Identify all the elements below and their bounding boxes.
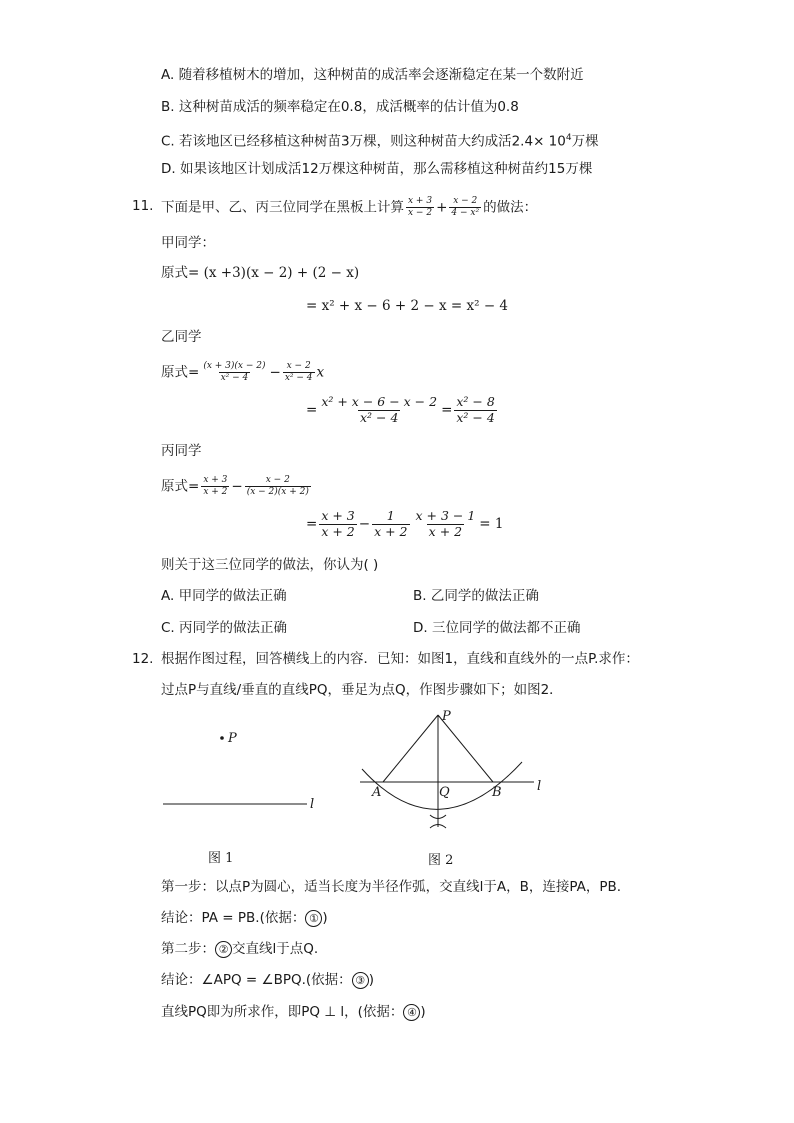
q12-number: 12. (132, 651, 154, 667)
q11-stem-text: 下面是甲、乙、丙三位同学在黑板上计算 (161, 199, 404, 216)
denominator: x² − 4 (359, 409, 399, 425)
q11-stem-frac1 (406, 197, 434, 218)
plus-sign: + (436, 199, 448, 216)
numerator: x − 2 (286, 361, 311, 371)
q11-stem-tail: 的做法： (483, 199, 538, 216)
jia-line-1 (161, 264, 359, 282)
fig2-label-p: P (442, 709, 451, 724)
numerator: x² + x − 6 − x − 2 (321, 394, 438, 409)
step-2-label: 第二步： (161, 941, 215, 957)
minus-sign: − (358, 516, 371, 532)
yuanshi-label: 原式 (161, 364, 188, 381)
jia-line-2: = x² + x − 6 + 2 − x = x² − 4 (306, 298, 509, 314)
denominator: x² − 4 (456, 409, 495, 425)
point-p-dot (220, 736, 224, 740)
fig2-label-a: A (372, 785, 382, 800)
figure-1 (150, 720, 340, 870)
conclusion-2-text: 结论：∠APQ = ∠BPQ.(依据： (161, 972, 352, 988)
equals-sign: = (441, 402, 453, 418)
numerator: x + 3 (321, 508, 355, 523)
numerator: x − 2 (453, 196, 478, 206)
denominator: x² − 4 (284, 373, 313, 383)
bing-frac-3 (319, 510, 356, 538)
q10-option-c-text: C. 若该地区已经移植这种树苗3万棵，则这种树苗大约成活2.4× 10 (161, 133, 566, 150)
equals-sign: = (188, 364, 200, 381)
q11-option-d: D. 三位同学的做法都不正确 (413, 620, 581, 636)
q10-option-a: A. 随着移植树木的增加，这种树苗的成活率会逐渐稳定在某一个数附近 (161, 67, 584, 83)
equals-sign: = (306, 402, 318, 418)
q11-stem-frac2 (449, 197, 481, 218)
numerator: x + 3 − 1 (415, 508, 476, 523)
q10-option-c-unit: 万棵 (571, 133, 599, 150)
fig1-point-label: P (228, 731, 237, 746)
q12-step-1: 第一步：以点P为圆心，适当长度为半径作弧，交直线l于A，B，连接PA，PB. (161, 879, 622, 895)
numerator: 1 (386, 508, 395, 523)
numerator: x + 3 (408, 196, 433, 206)
numerator: x − 2 (265, 475, 290, 485)
jia-expression-1: = (x +3)(x − 2) + (2 − x) (188, 265, 360, 281)
blank-mark-4: ④ (403, 1004, 420, 1021)
yi-frac-1 (201, 362, 267, 383)
denominator: x + 2 (428, 523, 463, 539)
q11-option-c: C. 丙同学的做法正确 (161, 620, 288, 636)
yi-frac-3 (319, 396, 439, 424)
q11-number: 11. (132, 198, 154, 214)
final-text: 直线PQ即为所求作，即PQ ⊥ l，(依据： (161, 1004, 404, 1020)
step-2-text: 交直线l于点Q. (232, 941, 319, 957)
yi-label: 乙同学 (161, 329, 202, 345)
bing-frac-4 (372, 510, 409, 538)
blank-mark-3: ③ (352, 972, 369, 989)
denominator: x + 2 (321, 523, 355, 539)
yi-frac-2 (283, 362, 315, 383)
numerator: x² − 8 (456, 394, 495, 409)
fig2-label-b: B (492, 785, 502, 800)
fig2-label-l: l (537, 779, 542, 794)
yuanshi-label: 原式 (161, 265, 188, 281)
yi-line-2 (306, 396, 499, 424)
q12-stem-line-1: 根据作图过程，回答横线上的内容．已知：如图1，直线和直线外的一点P.求作： (161, 651, 639, 667)
denominator: x + 2 (203, 487, 228, 497)
denominator: (x − 2)(x + 2) (246, 487, 309, 497)
bing-line-2 (306, 510, 504, 538)
q12-conclusion-1 (161, 909, 328, 927)
numerator: x + 3 (203, 475, 228, 485)
denominator: x + 2 (374, 523, 408, 539)
q11-stem (161, 197, 537, 218)
jia-label: 甲同学： (161, 235, 215, 251)
q11-question: 则关于这三位同学的做法，你认为( ) (161, 557, 379, 573)
fig2-segment-pa (383, 715, 438, 782)
yi-frac-4 (454, 396, 496, 424)
fig2-segment-pb (438, 715, 493, 782)
fig2-label-q: Q (439, 785, 450, 800)
blank-mark-2: ② (215, 941, 232, 958)
q12-conclusion-2 (161, 971, 374, 989)
q11-option-b: B. 乙同学的做法正确 (413, 588, 539, 604)
q12-step-2 (161, 940, 318, 958)
equals-sign: = (306, 516, 318, 532)
yuanshi-label: 原式 (161, 478, 188, 495)
q12-final (161, 1003, 426, 1021)
denominator: 4 − x² (451, 208, 480, 218)
denominator: x − 2 (408, 208, 433, 218)
q12-stem-line-2: 过点P与直线/垂直的直线PQ，垂足为点Q，作图步骤如下；如图2． (161, 682, 563, 698)
minus-sign: − (231, 478, 243, 495)
fig2-caption: 图 2 (428, 853, 454, 868)
q11-option-a: A. 甲同学的做法正确 (161, 588, 287, 604)
equals-sign: = (188, 478, 200, 495)
figure-2 (350, 705, 565, 870)
blank-mark-1: ① (305, 910, 322, 927)
numerator: (x + 3)(x − 2) (203, 361, 266, 371)
q10-option-c (161, 129, 599, 151)
bing-label: 丙同学 (161, 443, 202, 459)
q10-option-c-exponent: 4 (565, 133, 572, 143)
yi-line-1 (161, 362, 324, 383)
minus-sign: − (269, 364, 281, 381)
fig1-line-label: l (310, 797, 315, 812)
bing-frac-1 (201, 476, 229, 497)
denominator: x² − 4 (220, 373, 249, 383)
q10-option-d: D. 如果该地区计划成活12万棵这种树苗，那么需移植这种树苗约15万棵 (161, 161, 593, 177)
close-paren: ) (368, 972, 374, 988)
q10-option-b: B. 这种树苗成活的频率稳定在0.8，成活概率的估计值为0.8 (161, 99, 519, 115)
bing-line-1 (161, 476, 313, 497)
bing-result: = 1 (479, 516, 504, 532)
variable-x: x (316, 364, 325, 381)
bing-frac-5 (414, 510, 478, 538)
close-paren: ) (322, 910, 328, 926)
conclusion-1-text: 结论：PA = PB.(依据： (161, 910, 306, 926)
bing-frac-2 (245, 476, 311, 497)
close-paren: ) (420, 1004, 426, 1020)
fig1-caption: 图 1 (208, 851, 234, 866)
